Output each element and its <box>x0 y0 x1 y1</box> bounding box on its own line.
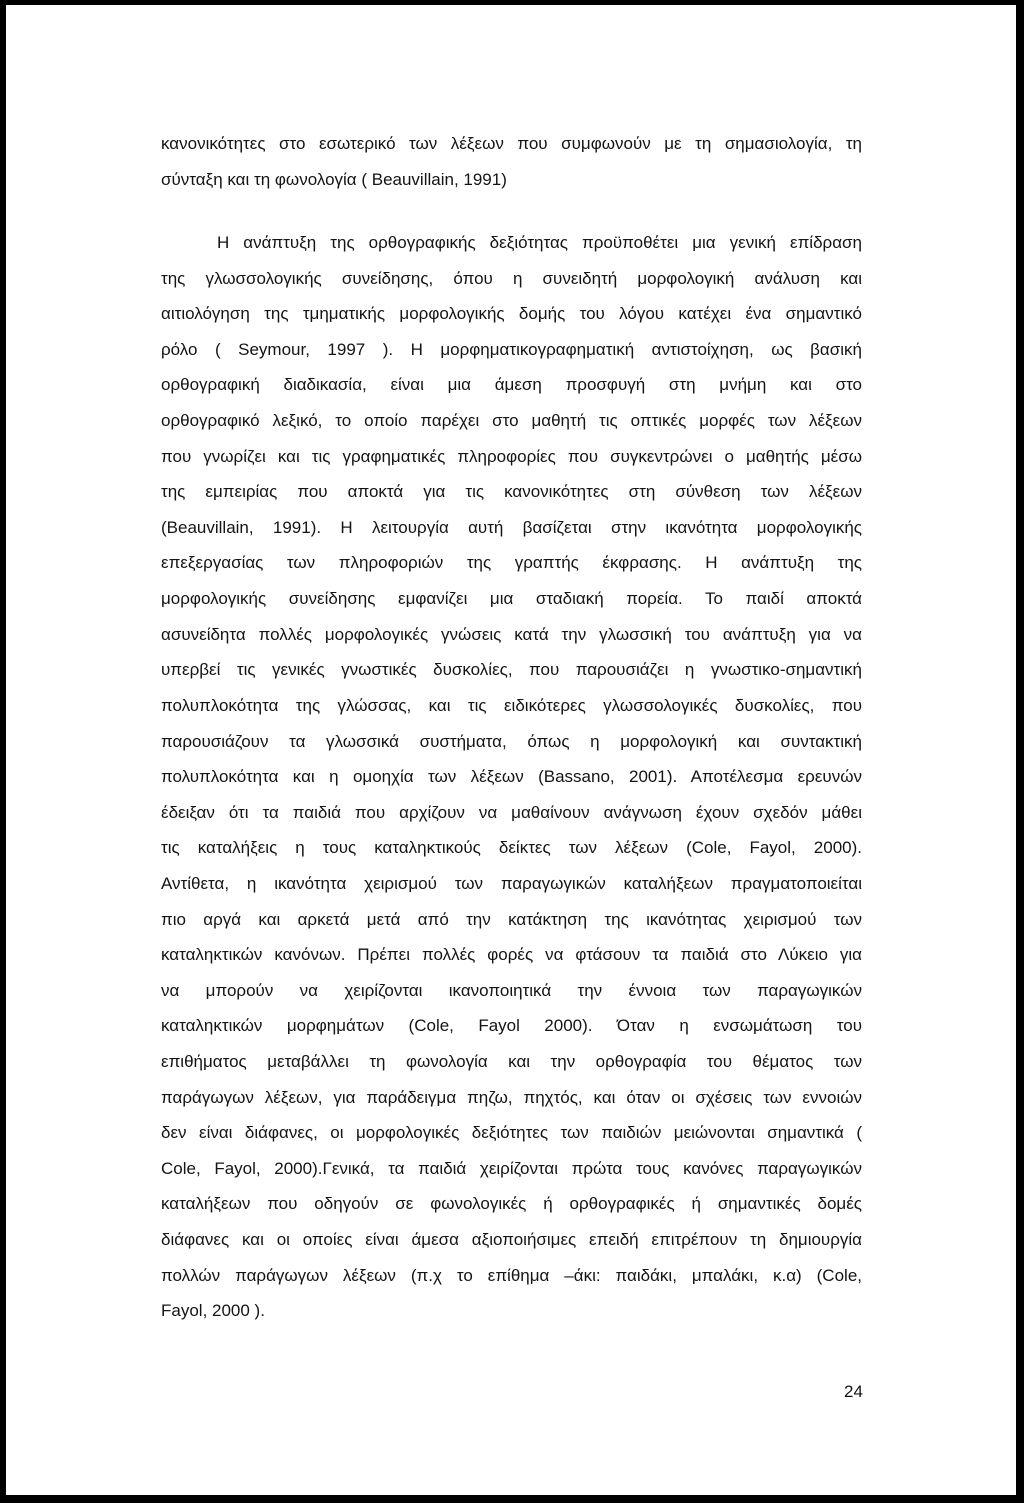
text-line: καταληκτικών μορφημάτων (Cole, Fayol 2000). Όταν η ενσωμάτωση του <box>161 1016 862 1035</box>
text-line: έδειξαν ότι τα παιδιά που αρχίζουν να μαθαίνουν ανάγνωση έχουν σχεδόν μάθει <box>161 803 862 822</box>
text-line: Cole, Fayol, 2000).Γενικά, τα παιδιά χειρίζονται πρώτα τους κανόνες παραγωγικών <box>161 1159 862 1178</box>
text-line: μορφολογικής συνείδησης εμφανίζει μια σταδιακή πορεία. Το παιδί αποκτά <box>161 589 862 608</box>
text-line: αιτιολόγηση της τμηματικής μορφολογικής δομής του λόγου κατέχει ένα σημαντικό <box>161 304 862 323</box>
text-line: της γλωσσολογικής συνείδησης, όπου η συνειδητή μορφολογική ανάλυση και <box>161 269 862 288</box>
text-line: καταλήξεων που οδηγούν σε φωνολογικές ή ορθογραφικές ή σημαντικές δομές <box>161 1194 862 1213</box>
text-line: επεξεργασίας των πληροφοριών της γραπτής έκφρασης. Η ανάπτυξη της <box>161 553 862 572</box>
text-line: ασυνείδητα πολλές μορφολογικές γνώσεις κατά την γλωσσική του ανάπτυξη για να <box>161 625 862 644</box>
paragraph-first-line: Η ανάπτυξη της ορθογραφικής δεξιότητας προϋποθέτει μια γενική επίδραση <box>217 233 862 252</box>
text-line: δεν είναι διάφανες, οι μορφολογικές δεξιότητες των παιδιών μειώνονται σημαντικά ( <box>161 1123 862 1142</box>
text-line: πολυπλοκότητα της γλώσσας, και τις ειδικότερες γλωσσολογικές δυσκολίες, που <box>161 696 862 715</box>
text-line: Fayol, 2000 ). <box>161 1301 265 1320</box>
text-line: (Beauvillain, 1991). Η λειτουργία αυτή βασίζεται στην ικανότητα μορφολογικής <box>161 518 862 537</box>
text-line: διάφανες και οι οποίες είναι άμεσα αξιοποιήσιμες επειδή επιτρέπουν τη δημιουργία <box>161 1230 862 1249</box>
page-number: 24 <box>844 1382 863 1401</box>
text-line: να μπορούν να χειρίζονται ικανοποιητικά την έννοια των παραγωγικών <box>161 981 862 1000</box>
text-line: καταληκτικών κανόνων. Πρέπει πολλές φορές να φτάσουν τα παιδιά στο Λύκειο για <box>161 945 862 964</box>
text-line: πιο αργά και αρκετά μετά από την κατάκτηση της ικανότητας χειρισμού των <box>161 910 862 929</box>
text-line: πολυπλοκότητα και η ομοηχία των λέξεων (Bassano, 2001). Αποτέλεσμα ερευνών <box>161 767 862 786</box>
text-line: υπερβεί τις γενικές γνωστικές δυσκολίες, που παρουσιάζει η γνωστικο-σημαντική <box>161 660 862 679</box>
text-line: ορθογραφικό λεξικό, το οποίο παρέχει στο μαθητή τις οπτικές μορφές των λέξεων <box>161 411 862 430</box>
document-page <box>6 5 1016 1495</box>
text-line: σύνταξη και τη φωνολογία ( Beauvillain, 1991) <box>161 170 507 189</box>
text-line: τις καταλήξεις η τους καταληκτικούς δείκτες των λέξεων (Cole, Fayol, 2000). <box>161 838 862 857</box>
text-line: ρόλο ( Seymour, 1997 ). Η μορφηματικογραφηματική αντιστοίχηση, ως βασική <box>161 340 862 359</box>
text-line: ορθογραφική διαδικασία, είναι μια άμεση προσφυγή στη μνήμη και στο <box>161 375 862 394</box>
text-line: Αντίθετα, η ικανότητα χειρισμού των παραγωγικών καταλήξεων πραγματοποιείται <box>161 874 862 893</box>
text-line: παρουσιάζουν τα γλωσσικά συστήματα, όπως η μορφολογική και συντακτική <box>161 732 862 751</box>
text-line: πολλών παράγωγων λέξεων (π.χ το επίθημα –άκι: παιδάκι, μπαλάκι, κ.α) (Cole, <box>161 1266 862 1285</box>
text-line: παράγωγων λέξεων, για παράδειγμα πηζω, πηχτός, και όταν οι σχέσεις των εννοιών <box>161 1088 862 1107</box>
text-line: επιθήματος μεταβάλλει τη φωνολογία και την ορθογραφία του θέματος των <box>161 1052 862 1071</box>
text-line: κανονικότητες στο εσωτερικό των λέξεων που συμφωνούν με τη σημασιολογία, τη <box>161 134 862 153</box>
text-line: της εμπειρίας που αποκτά για τις κανονικότητες στη σύνθεση των λέξεων <box>161 482 862 501</box>
text-line: που γνωρίζει και τις γραφηματικές πληροφορίες που συγκεντρώνει ο μαθητής μέσω <box>161 447 862 466</box>
